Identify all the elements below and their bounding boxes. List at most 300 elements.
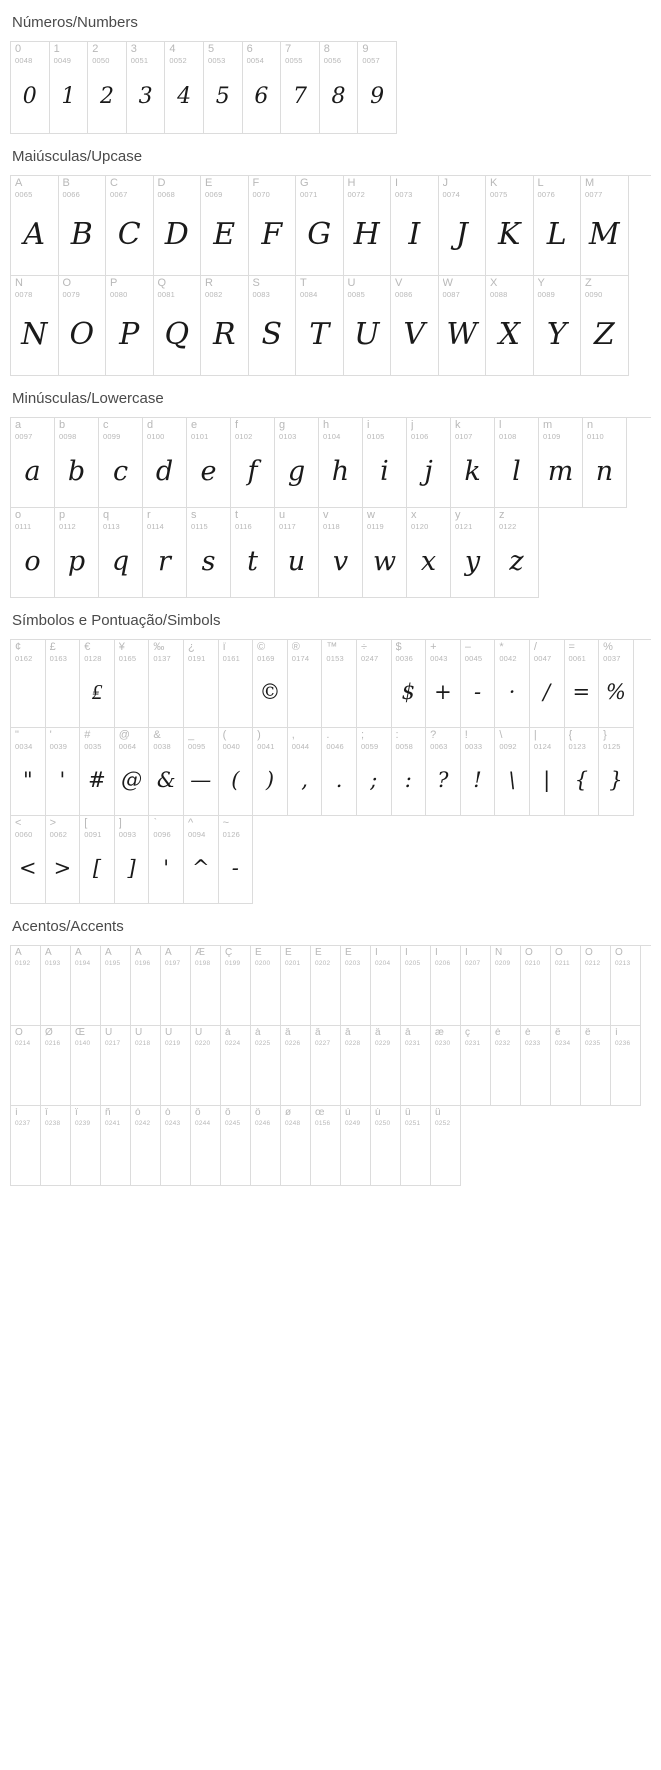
glyph-cell[interactable] xyxy=(296,176,344,276)
glyph-cell[interactable] xyxy=(55,508,99,598)
glyph-cell[interactable] xyxy=(311,1026,341,1106)
glyph-cell[interactable] xyxy=(311,1106,341,1186)
glyph-cell[interactable] xyxy=(99,508,143,598)
glyph-sample: w xyxy=(372,545,397,577)
glyph-meta xyxy=(275,418,318,442)
glyph-cell[interactable] xyxy=(143,418,187,508)
glyph-char-label: ( xyxy=(222,730,227,741)
glyph-char-label: o xyxy=(15,510,22,521)
glyph-cell[interactable] xyxy=(426,640,461,728)
glyph-cell[interactable] xyxy=(565,728,600,816)
glyph-code: 0041 xyxy=(257,742,275,751)
glyph-cell[interactable] xyxy=(322,728,357,816)
glyph-code: 0059 xyxy=(360,742,379,751)
glyph-cell[interactable] xyxy=(495,728,530,816)
glyph-cell[interactable] xyxy=(41,946,71,1026)
glyph-cell[interactable] xyxy=(281,42,320,134)
glyph-cell[interactable] xyxy=(401,1026,431,1106)
glyph-code: 0103 xyxy=(279,432,297,441)
glyph-cell[interactable] xyxy=(80,728,115,816)
glyph-cell[interactable] xyxy=(491,946,521,1026)
glyph-cell[interactable] xyxy=(599,728,634,816)
glyph-cell[interactable] xyxy=(581,946,611,1026)
glyph-meta xyxy=(131,946,160,969)
glyph-sample xyxy=(161,1129,190,1185)
glyph-cell[interactable] xyxy=(221,1026,251,1106)
glyph-sample xyxy=(221,1129,250,1185)
glyph-cell[interactable] xyxy=(71,1026,101,1106)
glyph-cell[interactable] xyxy=(41,1026,71,1106)
glyph-char-label: û xyxy=(405,1108,411,1118)
glyph-char-label: P xyxy=(110,278,118,289)
glyph-cell[interactable] xyxy=(311,946,341,1026)
glyph-char-label: Ô xyxy=(585,948,593,958)
glyph-char-label: ä xyxy=(375,1028,381,1038)
glyph-cell[interactable] xyxy=(253,728,288,816)
glyph-code: 0200 xyxy=(255,960,271,967)
glyph-sample xyxy=(11,664,45,727)
glyph-cell[interactable] xyxy=(154,276,202,376)
glyph-cell[interactable] xyxy=(344,276,392,376)
glyph-cell[interactable] xyxy=(253,640,288,728)
glyph-cell[interactable] xyxy=(275,508,319,598)
glyph-cell[interactable] xyxy=(281,1026,311,1106)
glyph-sample xyxy=(581,1049,610,1105)
glyph-cell[interactable] xyxy=(439,276,487,376)
glyph-cell[interactable] xyxy=(530,640,565,728)
glyph-cell[interactable] xyxy=(599,640,634,728)
glyph-meta xyxy=(322,640,356,664)
glyph-cell[interactable] xyxy=(491,1026,521,1106)
glyph-cell[interactable] xyxy=(41,1106,71,1186)
glyph-cell[interactable] xyxy=(341,1106,371,1186)
glyph-sample xyxy=(251,1049,280,1105)
glyph-code: 0119 xyxy=(367,522,384,531)
glyph-sample: 9 xyxy=(370,83,385,109)
section-title: Maiúsculas/Upcase xyxy=(12,148,143,165)
glyph-cell[interactable] xyxy=(184,640,219,728)
glyph-meta xyxy=(431,1106,460,1129)
glyph-cell[interactable] xyxy=(431,1026,461,1106)
glyph-cell[interactable] xyxy=(219,728,254,816)
glyph-cell[interactable] xyxy=(80,816,115,904)
glyph-code: 0052 xyxy=(169,56,187,65)
glyph-meta xyxy=(358,42,396,66)
glyph-cell[interactable] xyxy=(461,946,491,1026)
glyph-cell[interactable] xyxy=(219,816,254,904)
glyph-meta xyxy=(71,1106,100,1129)
glyph-char-label: î xyxy=(45,1108,48,1118)
glyph-char-label: Œ xyxy=(75,1028,85,1038)
glyph-sample: u xyxy=(287,545,306,577)
glyph-cell[interactable] xyxy=(461,640,496,728)
glyph-code: 0241 xyxy=(105,1120,121,1127)
glyph-meta xyxy=(311,1026,340,1049)
glyph-cell[interactable] xyxy=(275,418,319,508)
glyph-char-label: 7 xyxy=(285,44,292,55)
glyph-cell[interactable] xyxy=(143,508,187,598)
glyph-sample: W xyxy=(446,316,478,352)
glyph-cell[interactable] xyxy=(296,276,344,376)
glyph-cell[interactable] xyxy=(251,1106,281,1186)
glyph-cell[interactable] xyxy=(106,276,154,376)
glyph-code: 0153 xyxy=(326,654,344,663)
glyph-char-label: ë xyxy=(585,1028,591,1038)
glyph-cell[interactable] xyxy=(161,1026,191,1106)
glyph-cell[interactable] xyxy=(221,946,251,1026)
glyph-grid xyxy=(10,945,651,1186)
section-title: Números/Numbers xyxy=(12,14,138,31)
glyph-cell[interactable] xyxy=(149,728,184,816)
glyph-meta xyxy=(106,176,153,200)
glyph-cell[interactable] xyxy=(55,418,99,508)
glyph-meta xyxy=(581,276,628,300)
glyph-cell[interactable] xyxy=(59,176,107,276)
glyph-sample xyxy=(184,664,218,727)
glyph-code: 0210 xyxy=(525,960,541,967)
glyph-cell[interactable] xyxy=(115,640,150,728)
glyph-cell[interactable] xyxy=(59,276,107,376)
glyph-cell[interactable] xyxy=(530,728,565,816)
glyph-cell[interactable] xyxy=(451,418,495,508)
glyph-meta xyxy=(149,816,183,840)
glyph-cell[interactable] xyxy=(407,508,451,598)
glyph-cell[interactable] xyxy=(204,42,243,134)
glyph-cell[interactable] xyxy=(11,640,46,728)
glyph-cell[interactable] xyxy=(551,946,581,1026)
glyph-cell[interactable] xyxy=(201,276,249,376)
glyph-meta xyxy=(357,640,391,664)
glyph-cell[interactable] xyxy=(341,1026,371,1106)
glyph-sample: z xyxy=(509,545,524,577)
glyph-sample xyxy=(551,969,580,1025)
glyph-cell[interactable] xyxy=(322,640,357,728)
glyph-cell[interactable] xyxy=(288,640,323,728)
glyph-meta xyxy=(495,418,538,442)
glyph-cell[interactable] xyxy=(11,176,59,276)
glyph-code: 0207 xyxy=(465,960,481,967)
glyph-sample: 2 xyxy=(99,83,114,109)
glyph-cell[interactable] xyxy=(88,42,127,134)
glyph-code: 0097 xyxy=(15,432,33,441)
glyph-char-label: & xyxy=(153,730,161,741)
glyph-meta xyxy=(551,946,580,969)
glyph-meta xyxy=(311,1106,340,1129)
glyph-meta xyxy=(11,946,40,969)
glyph-cell[interactable] xyxy=(184,728,219,816)
glyph-cell[interactable] xyxy=(249,176,297,276)
glyph-sample xyxy=(341,969,370,1025)
glyph-sample: T xyxy=(309,316,330,352)
glyph-cell[interactable] xyxy=(281,946,311,1026)
glyph-cell[interactable] xyxy=(101,1106,131,1186)
glyph-cell[interactable] xyxy=(161,1106,191,1186)
glyph-cell[interactable] xyxy=(187,418,231,508)
glyph-code: 0122 xyxy=(499,522,517,531)
glyph-cell[interactable] xyxy=(363,508,407,598)
glyph-char-label: g xyxy=(279,420,286,431)
glyph-grid xyxy=(10,639,651,904)
glyph-cell[interactable] xyxy=(426,728,461,816)
glyph-cell[interactable] xyxy=(391,276,439,376)
glyph-cell[interactable] xyxy=(521,946,551,1026)
glyph-cell[interactable] xyxy=(80,640,115,728)
glyph-cell[interactable] xyxy=(71,946,101,1026)
glyph-cell[interactable] xyxy=(392,640,427,728)
glyph-code: 0110 xyxy=(587,432,604,441)
glyph-cell[interactable] xyxy=(11,276,59,376)
glyph-cell[interactable] xyxy=(341,946,371,1026)
glyph-cell[interactable] xyxy=(495,418,539,508)
glyph-char-label: Õ xyxy=(615,948,623,958)
glyph-cell[interactable] xyxy=(131,1106,161,1186)
glyph-cell[interactable] xyxy=(431,946,461,1026)
glyph-cell[interactable] xyxy=(431,1106,461,1186)
glyph-cell[interactable] xyxy=(344,176,392,276)
glyph-char-label: s xyxy=(191,510,197,521)
glyph-cell[interactable] xyxy=(288,728,323,816)
glyph-cell[interactable] xyxy=(249,276,297,376)
glyph-code: 0220 xyxy=(195,1040,211,1047)
glyph-sample: f xyxy=(247,455,258,487)
glyph-code: 0055 xyxy=(285,56,303,65)
glyph-cell[interactable] xyxy=(71,1106,101,1186)
glyph-sample xyxy=(115,664,149,727)
glyph-cell[interactable] xyxy=(581,276,629,376)
glyph-cell[interactable] xyxy=(358,42,397,134)
glyph-cell[interactable] xyxy=(149,816,184,904)
glyph-cell[interactable] xyxy=(131,1026,161,1106)
glyph-cell[interactable] xyxy=(101,1026,131,1106)
glyph-cell[interactable] xyxy=(46,728,81,816)
glyph-cell[interactable] xyxy=(565,640,600,728)
glyph-cell[interactable] xyxy=(11,1106,41,1186)
glyph-cell[interactable] xyxy=(371,946,401,1026)
glyph-code: 0237 xyxy=(15,1120,31,1127)
glyph-cell[interactable] xyxy=(219,640,254,728)
glyph-code: 0057 xyxy=(362,56,380,65)
glyph-char-label: í xyxy=(15,1108,18,1118)
glyph-cell[interactable] xyxy=(231,508,275,598)
glyph-cell[interactable] xyxy=(11,728,46,816)
glyph-char-label: ^ xyxy=(187,818,194,829)
glyph-code: 0038 xyxy=(153,742,171,751)
glyph-char-label: | xyxy=(533,730,537,741)
glyph-char-label: ã xyxy=(315,1028,321,1038)
glyph-code: 0209 xyxy=(495,960,511,967)
glyph-char-label: ¢ xyxy=(15,642,22,653)
glyph-cell[interactable] xyxy=(407,418,451,508)
glyph-meta xyxy=(101,946,130,969)
glyph-cell[interactable] xyxy=(11,946,41,1026)
glyph-cell[interactable] xyxy=(127,42,166,134)
glyph-cell[interactable] xyxy=(357,728,392,816)
glyph-meta xyxy=(11,42,49,66)
glyph-cell[interactable] xyxy=(106,176,154,276)
glyph-code: 0054 xyxy=(246,56,265,65)
glyph-sample: x xyxy=(420,545,437,577)
glyph-code: 0109 xyxy=(543,432,561,441)
glyph-sample xyxy=(131,1049,160,1105)
glyph-char-label: ç xyxy=(465,1028,470,1038)
glyph-cell[interactable] xyxy=(461,1026,491,1106)
glyph-sample: 8 xyxy=(331,83,346,109)
glyph-cell[interactable] xyxy=(319,508,363,598)
glyph-char-label: 6 xyxy=(246,44,253,55)
glyph-cell[interactable] xyxy=(231,418,275,508)
glyph-sample xyxy=(401,969,430,1025)
glyph-code: 0115 xyxy=(191,522,208,531)
glyph-cell[interactable] xyxy=(392,728,427,816)
glyph-cell[interactable] xyxy=(611,946,641,1026)
glyph-sample: V xyxy=(403,316,426,352)
glyph-sample: t xyxy=(247,545,258,577)
glyph-sample xyxy=(131,1129,160,1185)
glyph-cell[interactable] xyxy=(46,640,81,728)
glyph-meta xyxy=(281,42,319,66)
glyph-code: 0074 xyxy=(442,190,460,199)
glyph-cell[interactable] xyxy=(486,276,534,376)
glyph-cell[interactable] xyxy=(439,176,487,276)
glyph-meta xyxy=(461,728,495,752)
glyph-meta xyxy=(281,1026,310,1049)
glyph-cell[interactable] xyxy=(187,508,231,598)
glyph-code: 0107 xyxy=(455,432,473,441)
glyph-cell[interactable] xyxy=(534,176,582,276)
glyph-cell[interactable] xyxy=(251,946,281,1026)
glyph-cell[interactable] xyxy=(243,42,282,134)
glyph-cell[interactable] xyxy=(11,816,46,904)
glyph-meta xyxy=(219,640,253,664)
glyph-cell[interactable] xyxy=(115,816,150,904)
glyph-meta xyxy=(46,728,80,752)
glyph-meta xyxy=(143,508,186,532)
glyph-cell[interactable] xyxy=(486,176,534,276)
glyph-cell[interactable] xyxy=(101,946,131,1026)
glyph-sample: 6 xyxy=(254,83,269,109)
glyph-char-label: Ï xyxy=(465,948,468,958)
glyph-meta xyxy=(583,418,626,442)
glyph-char-label: ó xyxy=(165,1108,171,1118)
glyph-cell[interactable] xyxy=(461,728,496,816)
glyph-cell[interactable] xyxy=(46,816,81,904)
glyph-char-label: ÷ xyxy=(360,642,367,653)
glyph-sample xyxy=(11,1049,40,1105)
glyph-meta xyxy=(59,276,106,300)
glyph-meta xyxy=(11,176,58,200)
glyph-meta xyxy=(401,946,430,969)
glyph-cell[interactable] xyxy=(149,640,184,728)
glyph-cell[interactable] xyxy=(165,42,204,134)
glyph-char-label: C xyxy=(110,178,118,189)
glyph-cell[interactable] xyxy=(281,1106,311,1186)
glyph-code: 0045 xyxy=(464,654,483,663)
glyph-meta xyxy=(154,176,201,200)
glyph-sample: g xyxy=(287,455,306,487)
glyph-cell[interactable] xyxy=(495,508,539,598)
glyph-cell[interactable] xyxy=(50,42,89,134)
glyph-cell[interactable] xyxy=(391,176,439,276)
glyph-cell[interactable] xyxy=(363,418,407,508)
glyph-sample: < xyxy=(18,856,37,881)
glyph-cell[interactable] xyxy=(11,1026,41,1106)
glyph-char-label: Ã xyxy=(105,948,112,958)
glyph-cell[interactable] xyxy=(371,1026,401,1106)
glyph-cell[interactable] xyxy=(191,1106,221,1186)
glyph-char-label: % xyxy=(603,642,613,653)
glyph-char-label: v xyxy=(323,510,329,521)
glyph-meta xyxy=(46,816,80,840)
glyph-sample xyxy=(41,1049,70,1105)
glyph-cell[interactable] xyxy=(357,640,392,728)
glyph-cell[interactable] xyxy=(154,176,202,276)
glyph-cell[interactable] xyxy=(201,176,249,276)
glyph-cell[interactable] xyxy=(551,1026,581,1106)
glyph-sample xyxy=(611,969,640,1025)
glyph-char-label: Ê xyxy=(315,948,322,958)
glyph-meta xyxy=(341,1106,370,1129)
glyph-cell[interactable] xyxy=(11,508,55,598)
glyph-char-label: n xyxy=(587,420,594,431)
glyph-cell[interactable] xyxy=(161,946,191,1026)
glyph-cell[interactable] xyxy=(495,640,530,728)
glyph-meta xyxy=(161,1026,190,1049)
glyph-cell[interactable] xyxy=(581,176,629,276)
glyph-sample: I xyxy=(408,216,421,252)
glyph-sample xyxy=(341,1049,370,1105)
glyph-code: 0231 xyxy=(405,1040,421,1047)
glyph-cell[interactable] xyxy=(539,418,583,508)
glyph-cell[interactable] xyxy=(534,276,582,376)
glyph-cell[interactable] xyxy=(451,508,495,598)
glyph-cell[interactable] xyxy=(184,816,219,904)
glyph-cell[interactable] xyxy=(371,1106,401,1186)
glyph-sample: ? xyxy=(437,768,449,793)
glyph-cell[interactable] xyxy=(581,1026,611,1106)
glyph-meta xyxy=(71,946,100,969)
glyph-char-label: ¥ xyxy=(118,642,125,653)
glyph-code: 0096 xyxy=(153,830,171,839)
glyph-cell[interactable] xyxy=(131,946,161,1026)
glyph-cell[interactable] xyxy=(221,1106,251,1186)
glyph-cell[interactable] xyxy=(401,946,431,1026)
glyph-char-label: D xyxy=(157,178,166,189)
glyph-cell[interactable] xyxy=(319,418,363,508)
glyph-cell[interactable] xyxy=(320,42,359,134)
glyph-cell[interactable] xyxy=(191,946,221,1026)
glyph-cell[interactable] xyxy=(191,1026,221,1106)
glyph-char-label: ò xyxy=(135,1108,141,1118)
glyph-cell[interactable] xyxy=(521,1026,551,1106)
glyph-sample: { xyxy=(574,768,588,793)
glyph-code: 0204 xyxy=(375,960,391,967)
glyph-cell[interactable] xyxy=(251,1026,281,1106)
glyph-cell[interactable] xyxy=(11,42,50,134)
glyph-char-label: R xyxy=(205,278,213,289)
glyph-char-label: ` xyxy=(153,818,158,829)
glyph-cell[interactable] xyxy=(11,418,55,508)
glyph-cell[interactable] xyxy=(583,418,627,508)
glyph-cell[interactable] xyxy=(99,418,143,508)
glyph-meta xyxy=(371,1106,400,1129)
glyph-sample xyxy=(101,969,130,1025)
glyph-cell[interactable] xyxy=(115,728,150,816)
glyph-cell[interactable] xyxy=(611,1026,641,1106)
glyph-char-label: ? xyxy=(430,730,437,741)
glyph-sample xyxy=(491,1049,520,1105)
glyph-cell[interactable] xyxy=(401,1106,431,1186)
glyph-char-label: * xyxy=(499,642,504,653)
